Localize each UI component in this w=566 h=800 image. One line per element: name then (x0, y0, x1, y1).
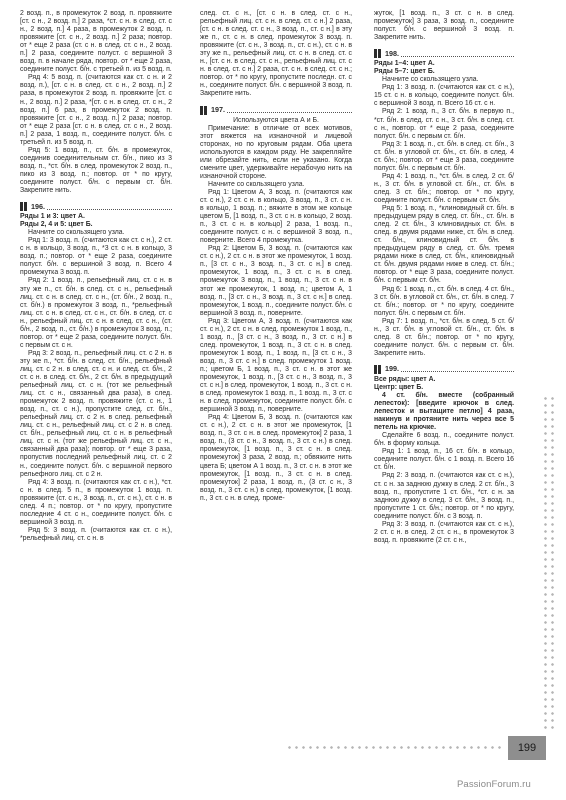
paragraph: Ряд 1: Цветом А, 3 возд. п. (считаются как ст. с н.), 2 ст. с н. в кольцо, 3 возд. п., 3 ст. с н. в кольцо, 1 возд. п.; вяжите в этом же кольце цветом Б, [1 возд. п., 3 ст. с н. в кольцо, 2 возд. п., 3 ст. с н. в кольцо] 2 раза, 1 возд. п., соедините полуст. с н. с вершиной 3 возд. п., поверните. Всего 4 промежутка. (200, 188, 352, 245)
paragraph: Ряд 4: Цветом Б, 3 возд. п. (считаются как ст. с н.), 2 ст. с н. в этот же промежуток, [1 возд. п., 3 ст. с н. в след. промежуток] 2 раза, 1 возд. п., (3 ст. с н., 3 возд. п., 3 ст. с н.) в след. промежуток, [1 возд. п., 3 ст. с н. в след. промежуток] 3 раза, 2 возд. п.; обвяжите нить цвета Б; цветом А 1 возд. п., 3 ст. с н. в этот же промежуток, [1 возд. п., 3 ст. с н. в след. промежуток] 2 раза, 1 возд. п., (3 ст. с н., 3 возд. п., 3 ст. с н.) в след. промежуток, [1 возд. п., 3 ст. с н. в след. проме- (200, 414, 352, 502)
heading-bar-icon (378, 49, 381, 58)
heading-bar-icon (374, 49, 377, 58)
dotted-rule (401, 51, 514, 57)
paragraph: Ряд 1: 3 возд. п. (считаются как ст. с н.), 2 ст. с н. в кольцо, 3 возд. п., *3 ст. с н. в кольцо, 3 возд. п.; повтор. от * еще 2 раза, соедините полуст. б/н. с вершиной 3 возд. п. Всего 4 промежутка 3 возд. п. (20, 237, 172, 277)
paragraph: 4 ст. б/н. вместе (собранный лепесток): [введите крючок в след. лепесток и вытащите петлю] 4 раза, накинув и протяните нить через все 5 петель на крючке. (374, 392, 514, 432)
paragraph: Ряды 2, 4 и 5: цвет Б. (20, 221, 93, 229)
paragraph: Начните со скользящего узла. (208, 180, 305, 188)
paragraph: Ряд 2: Цветом Б, 3 возд. п. (считаются как ст. с н.), 2 ст. с н. в этот же промежуток, 1 возд. п., [3 ст. с н., 3 возд. п., 3 ст. с н.] в след. промежуток, 1 возд. п., 3 ст. с н. в след. промежуток 3 возд. п., 1 возд. п., 3 ст. с н. в этот же промежуток, 1 возд. п.; цветом А, 1 возд. п., [3 ст. с н., 3 возд. п., 3 ст. с н.] в след. промежуток, 1 возд. п., соедините полуст. б/н. с вершиной 3 возд. п., поверните. (200, 245, 352, 317)
paragraph: Ряды 1–4: цвет А. (374, 60, 435, 68)
heading-bar-icon (204, 106, 207, 115)
paragraph: Ряд 1: 1 возд. п., 16 ст. б/н. в кольцо, соедините полуст. б/н. с 1 возд. п. Всего 16 ст. б/н. (374, 448, 514, 472)
paragraph: Ряд 1: 3 возд. п. (считаются как ст. с н.), 15 ст. с н. в кольцо, соедините полуст. б/н. с вершиной 3 возд. п. Всего 16 ст. с н. (374, 84, 514, 108)
paragraph: Ряд 6: 1 возд. п., ст. б/н. в след. 4 ст. б/н., 3 ст. б/н. в угловой ст. б/н., ст. б/н. в след. 7 ст. б/н.; повтор. от * по кругу, соедините полуст. б/н. с первым ст. б/н. (374, 285, 514, 317)
section-number: 198. (385, 48, 399, 58)
paragraph: Примечание: в отличие от всех мотивов, этот вяжется на изнаночной и лицевой сторонах, но по круговым рядам. Оба цвета используются в каждом ряду. Не закрепляйте или обрезайте нить, если не указано. Когда смените цвет, удерживайте нерабочую нить на изнаночной стороне. (200, 124, 352, 180)
heading-bar-icon (20, 202, 23, 211)
paragraph: Ряд 7: 1 возд. п., *ст. б/н. в след. 5 ст. б/н., 3 ст. б/н. в угловой ст. б/н., ст. б/н. в след. 8 ст. б/н.; повтор. от * по кругу, соедините полуст. б/н. с первым ст. б/н. Закрепите нить. (374, 317, 514, 357)
paragraph: Все ряды: цвет А. (374, 375, 436, 383)
dotted-rule (47, 204, 172, 210)
section-heading-196 (20, 202, 172, 211)
paragraph: Ряд 4: 5 возд. п. (считаются как ст. с н. и 2 возд. п.), [ст. с н. в след. ст. с н., 2 возд. п.] 2 раза, в промежуток 2 возд. п. провяжите [ст. с н., 2 возд. п.] 2 раза, *[ст. с н. в след. ст. с н., 2 возд. п.] 6 раз, в промежуток 2 возд. п. провяжите [ст. с н., 2 возд. п.] 2 раза; повтор. от * еще 2 раза [ст. с н. в след. ст. с н., 2 возд. п.] 2 раза, 1 возд. п., соедините полуст. б/н. с третьей п. из 5 возд. п. (20, 74, 172, 146)
paragraph: Сделайте 6 возд. п., соедините полуст. б/н. в форму кольца. (374, 432, 514, 448)
paragraph: Ряд 5: 3 возд. п. (считаются как ст. с н.), *рельефный лиц. ст. с н. в (20, 526, 172, 542)
decorative-dot-grid (542, 395, 556, 731)
paragraph: Ряд 3: 1 возд. п., ст. б/н. в след. ст. б/н., 3 ст. б/н. в угловой ст. б/н., ст. б/н. в след. 4 ст. б/н.; повтор. от * еще 3 раза, соедините полуст. б/н. с первым ст. б/н. (374, 140, 514, 172)
paragraph: Центр: цвет Б. (374, 383, 424, 391)
paragraph: Ряд 3: Цветом А, 3 возд. п. (считаются как ст. с н.), 2 ст. с н. в след. промежуток 1 возд. п., 1 возд. п., [3 ст. с н., 3 возд. п., 3 ст. с н.] в след. промежуток, 1 возд. п., 3 ст. с н. в след. промежуток 1 возд. п., 1 возд. п., [3 ст. с н., 3 возд. п., 3 ст. с н.] в след. промежуток 1 возд. п.; цветом Б, 1 возд. п., 3 ст. с н. в этот же промежуток, 1 возд. п., [3 ст. с н., 3 возд. п., 3 ст. с н.] в след. промежуток, 1 возд. п., 3 ст. с н. в след. промежуток 1 возд. п., 1 возд. п., 3 ст. с н. в след. промежуток, соедините полуст. б/н. с вершиной 3 возд. п., поверните. (200, 317, 352, 414)
section-number: 197. (211, 104, 225, 114)
paragraph: 2 возд. п., в промежуток 2 возд. п. провяжите [ст. с н., 2 возд. п.] 2 раза, *ст. с н. в след. ст. с н., 2 возд. п.] 4 раза, в промежуток 2 возд. п. провяжите [ст. с н., 2 возд. п.] 2 раза; повтор. от * еще 2 раза (ст. с н. в след. ст. с н., 2 возд. п.] 2 раза, соедините полуст. с вершиной 3 возд. п. в начале ряда, повтор. от * еще 2 раза, соедините полуст. б/н. с третьей п. из 5 возд. п. (20, 10, 172, 74)
page-number: 199 (508, 736, 546, 760)
paragraph: Ряд 2: 3 возд. п. (считаются как ст. с н.), ст. с н. за заднюю дужку в след. 2 ст. б/н., 3 возд. п., пропустите 1 ст. б/н., *ст. с н. за заднюю дужку в след. 3 ст. б/н., 3 возд. п., пропустите 1 ст. б/н.; повтор. от * по кругу, соедините полуст. б/н. с 3 возд. п. (374, 472, 514, 520)
watermark: PassionForum.ru (457, 779, 531, 790)
text-column-middle (200, 10, 352, 503)
heading-bar-icon (374, 365, 377, 374)
heading-bar-icon (24, 202, 27, 211)
section-heading-197 (200, 106, 352, 115)
paragraph: Ряд 2: 1 возд. п., рельефный лиц. ст. с н. в эту же п., ст. б/н. в след. ст. с н., рельефный лиц. ст. с н. в след. ст. с н., (ст. б/н., 2 возд. п., ст. б/н.) в промежуток 3 возд. п., *рельефный лиц. ст. с н. в след. ст. с н., ст. б/н. в след. ст. с н., рельефный лиц. ст. с н. в след. ст. с н., (ст. б/н., 2 возд. п., ст. б/н.) в промежуток 3 возд. п.; повтор. от * еще 2 раза, соедините полуст. б/н. с первым ст. с н. (20, 277, 172, 349)
heading-bar-icon (378, 365, 381, 374)
dotted-rule (401, 366, 514, 372)
decorative-dot-row (286, 744, 504, 752)
section-number: 199. (385, 364, 399, 374)
paragraph: след. ст. с н., [ст. с н. в след. ст. с н., рельефный лиц. ст. с н. в след. ст. с н.] 2 раза, [ст. с н. в след. ст. с н., 3 возд. п., ст. с н.] в эту же п., ст. с н. в след. промежуток 3 возд. п. провяжите (ст. с н., 3 возд. п., ст. с н.), ст. с н. в эту же п., рельефный лиц. ст. с н. в след. ст. с н., [ст. с н. в след. ст. с н., рельефный лиц. ст. с н. в след. ст. с н.] 2 раза, ст. с н. в след. ст. с н.; повтор. от * по кругу, пропустите последн. ст. с н., соедините полуст. б/н. с вершиной 3 возд. п. Закрепите нить. (200, 10, 352, 98)
heading-bar-icon (200, 106, 203, 115)
paragraph: Ряды 5–7: цвет Б. (374, 68, 435, 76)
paragraph: Используются цвета А и Б. (233, 116, 319, 124)
text-column-left (20, 10, 172, 543)
paragraph: Ряд 4: 3 возд. п. (считаются как ст. с н.), *ст. с н. в след. 5 п., в промежуток 1 возд. п. провяжите (ст. с н., 3 возд. п., ст. с н.), ст. с н. в след. 4 п.; повтор. от * по кругу, пропустите последние 4 ст. с н., соедините полуст. б/н. с вершиной 3 возд. п. (20, 478, 172, 526)
paragraph: Начните со скользящего узла. (28, 229, 125, 237)
paragraph: Ряд 4: 1 возд. п., *ст. б/н. в след. 2 ст. б/н., 3 ст. б/н. в угловой ст. б/н., ст. б/н. в след. 3 ст. б/н.; повтор. от * по кругу, соедините полуст. б/н. с первым ст. б/н. (374, 172, 514, 204)
paragraph: Ряд 3: 3 возд. п. (считаются как ст. с н.), 2 ст. с н. в след. 2 ст. с н., в промежуток 3 возд. п. провяжите (2 ст. с н., (374, 520, 514, 544)
paragraph: Ряд 2: 1 возд. п., 3 ст. б/н. в первую п., *ст. б/н. в след. ст. с н., 3 ст. б/н. в след. ст. с н., повтор. от * еще 2 раза, соедините полуст. б/н. с первым ст. б/н. (374, 108, 514, 140)
paragraph: Ряд 5: 1 возд. п., *клиновидный ст. б/н. в предыдущем ряду в след. ст. б/н., ст. б/н. в след. 2 ст. б/н., 3 клиновидных ст. б/н. в след. в двумя рядами ниже, ст. б/н. в след. ст. б/н., клиновидный ст. б/н. в предыдущем ряду в след. ст. б/н. тремя рядами ниже в след. ст. б/н., клиновидный ст. б/н. двумя рядами ниже в след. ст. б/н.; повтор. от * еще 3 раза, соедините полуст. б/н. с первым ст. б/н. (374, 205, 514, 285)
paragraph: Ряд 5: 1 возд. п., ст. б/н. в промежуток, соединив соединительным ст. б/н., пико из 3 возд. п., *ст. б/н. в след. промежуток 2 возд. п., пико из 3 возд. п.; повтор. от * по кругу, соедините полуст. б/н. с первым ст. б/н. Закрепите нить. (20, 146, 172, 195)
dotted-rule (227, 107, 352, 113)
paragraph: Ряд 3: 2 возд. п., рельефный лиц. ст. с 2 н. в эту же п., *ст. б/н. в след. ст. б/н., рельефный лиц. ст. с 2 н. в след. ст. с н. и след. ст. б/н., 2 ст. с н. в след. ст. б/н., 2 ст. б/н. в предыдущий рельефный лиц. ст. с н. (тот же рельефный лиц. ст. с н., связанный два раза), в след. промежуток 2 возд. п. провяжите (ст. с н., 1 возд. п., ст. с н.), пропустите след. ст. б/н., рельефный лиц. ст. с 2 н. в след. рельефный лиц. ст. с н., рельефный лиц. ст. с 2 н. в след. ст. б/н., рельефный лиц. ст. с н. в рельефный лиц. ст. с н. (тот же рельефный лиц. ст. с н., связанный два раза); повтор. от * еще 3 раза, пропустив последний рельефный лиц. ст. с 2 н., соедините полуст. б/н. с вершиной первого рельефного лиц. ст. с 2 н. (20, 349, 172, 478)
section-heading-199 (374, 365, 514, 374)
section-number: 196. (31, 201, 45, 211)
paragraph: жуток, [1 возд. п., 3 ст. с н. в след. промежуток] 3 раза, 3 возд. п., соедините полуст. б/н. с вершиной 3 возд. п. Закрепите нить. (374, 10, 514, 42)
text-column-right (374, 10, 514, 545)
paragraph: Начните со скользящего узла. (382, 76, 479, 84)
section-heading-198 (374, 49, 514, 58)
paragraph: Ряды 1 и 3: цвет А. (20, 213, 85, 221)
